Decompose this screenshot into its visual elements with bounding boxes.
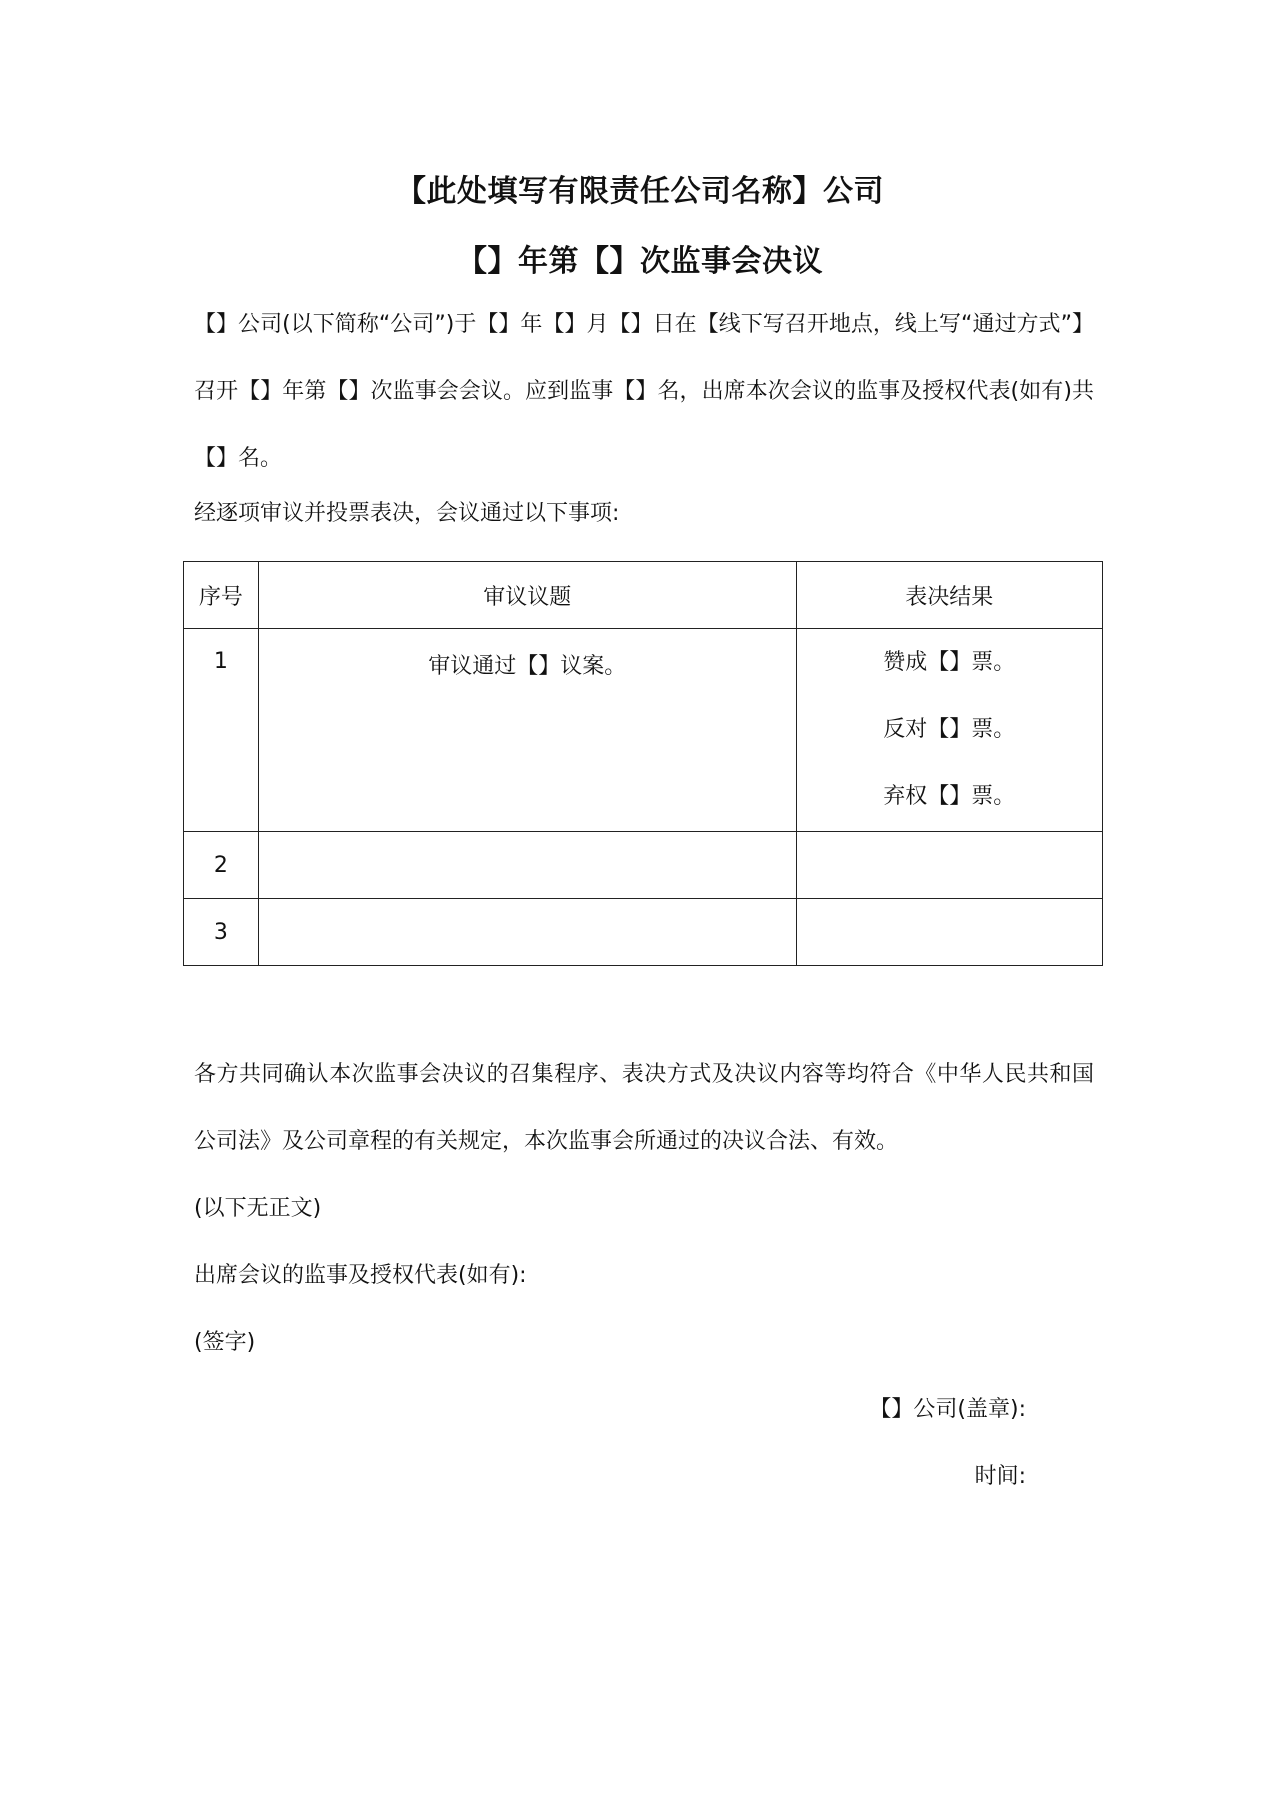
resolution-table — [183, 561, 1103, 966]
result-approve: 赞成【】票。 — [883, 650, 1016, 675]
table-row — [184, 832, 1103, 899]
review-intro: 经逐项审议并投票表决，会议通过以下事项: — [194, 501, 620, 526]
confirmation-paragraph: 各方共同确认本次监事会决议的召集程序、表决方式及决议内容等均符合《中华人民共和国公司法》及公司章程的有关规定，本次监事会所通过的决议合法、有效。 — [194, 1062, 1094, 1154]
intro-paragraph: 【】公司(以下简称“公司”)于【】年【】月【】日在【线下写召开地点，线上写“通过方式”】召开【】年第【】次监事会会议。应到监事【】名，出席本次会议的监事及授权代表(如有)共【】名。 — [194, 312, 1094, 471]
result-oppose: 反对【】票。 — [883, 717, 1016, 742]
time-label: 时间: — [974, 1464, 1026, 1489]
header-result: 表决结果 — [796, 562, 1102, 629]
row-no: 1 — [184, 629, 259, 832]
row-results — [796, 832, 1102, 899]
no-further-text: (以下无正文) — [194, 1196, 322, 1221]
row-topic — [258, 899, 796, 966]
row-topic — [258, 832, 796, 899]
header-no: 序号 — [184, 562, 259, 629]
result-abstain: 弃权【】票。 — [883, 784, 1016, 809]
document-title-company: 【此处填写有限责任公司名称】公司 — [396, 174, 884, 209]
signature-label: (签字) — [194, 1330, 256, 1355]
attendees-label: 出席会议的监事及授权代表(如有): — [194, 1263, 527, 1288]
row-no: 2 — [184, 832, 259, 899]
company-seal-label: 【】公司(盖章): — [869, 1397, 1026, 1422]
document-title-resolution: 【】年第【】次监事会决议 — [457, 244, 823, 279]
table-row — [184, 899, 1103, 966]
row-topic: 审议通过【】议案。 — [258, 629, 796, 832]
table-header-row — [184, 562, 1103, 629]
row-no: 3 — [184, 899, 259, 966]
header-topic: 审议议题 — [258, 562, 796, 629]
table-row — [184, 629, 1103, 832]
row-results — [796, 629, 1102, 832]
row-results — [796, 899, 1102, 966]
